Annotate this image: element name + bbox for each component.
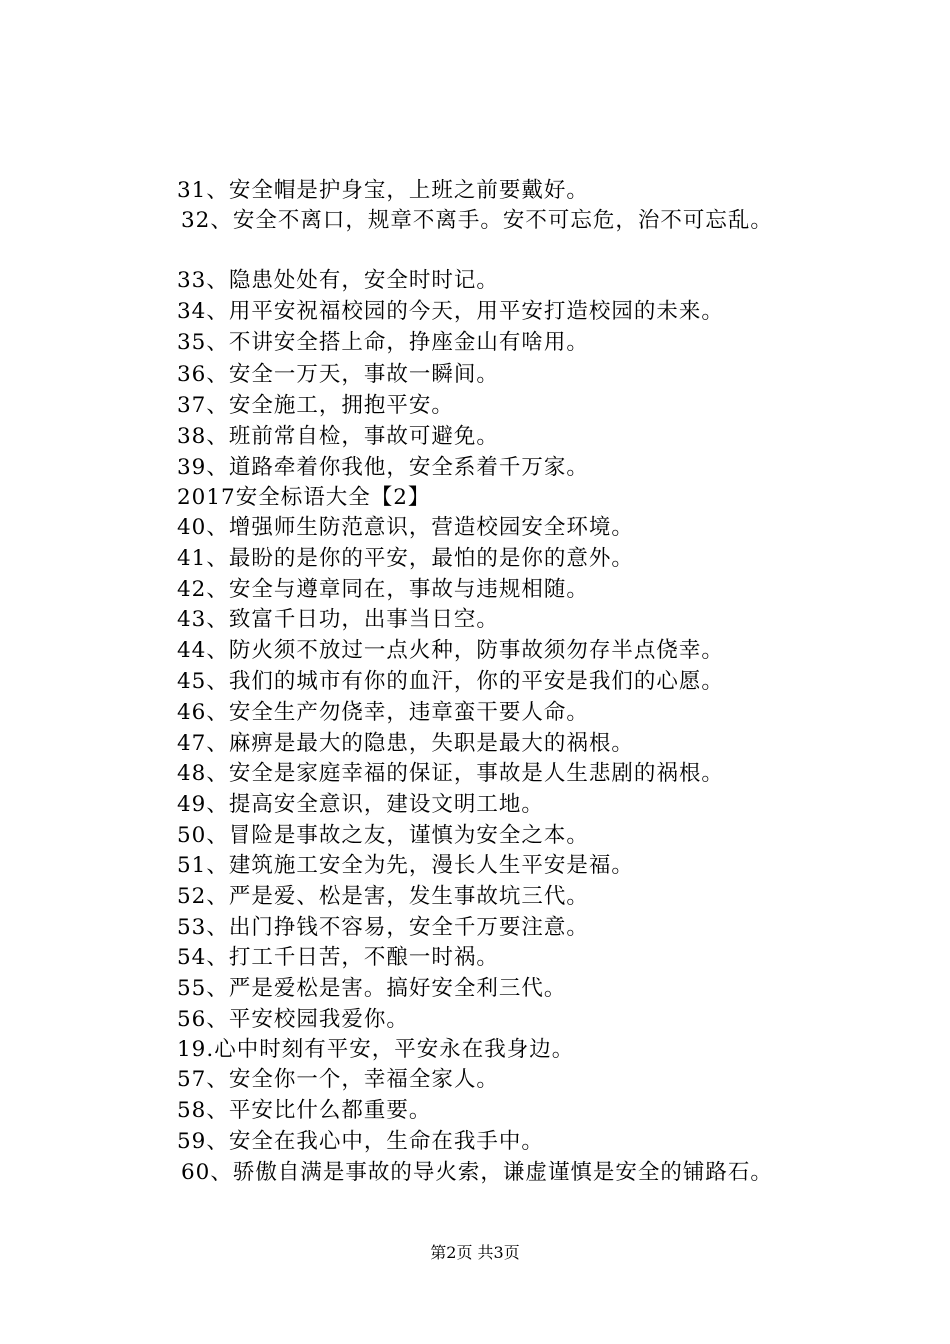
slogan-line-51: 51、建筑施工安全为先，漫长人生平安是福。 <box>177 853 634 878</box>
slogan-line-55: 55、严是爱松是害。搞好安全利三代。 <box>177 976 567 1001</box>
slogan-line-44: 44、防火须不放过一点火种，防事故须勿存半点侥幸。 <box>177 638 724 663</box>
slogan-line-59: 59、安全在我心中，生命在我手中。 <box>177 1129 544 1154</box>
slogan-line-36: 36、安全一万天，事故一瞬间。 <box>177 362 499 387</box>
section-heading: 2017安全标语大全【2】 <box>177 485 431 510</box>
slogan-line-53: 53、出门挣钱不容易，安全千万要注意。 <box>177 915 589 940</box>
slogan-line-42: 42、安全与遵章同在，事故与违规相随。 <box>177 577 589 602</box>
slogan-line-60: 60、骄傲自满是事故的导火索，谦虚谨慎是安全的铺路石。 <box>181 1160 773 1185</box>
slogan-line-54: 54、打工千日苦，不酿一时祸。 <box>177 945 499 970</box>
slogan-line-40: 40、增强师生防范意识，营造校园安全环境。 <box>177 515 634 540</box>
slogan-line-19: 19.心中时刻有平安，平安永在我身边。 <box>177 1037 575 1062</box>
page-number-footer: 第2页 共3页 <box>430 1243 520 1262</box>
slogan-line-34: 34、用平安祝福校园的今天，用平安打造校园的未来。 <box>177 299 724 324</box>
slogan-line-49: 49、提高安全意识，建设文明工地。 <box>177 792 544 817</box>
slogan-line-33: 33、隐患处处有，安全时时记。 <box>177 268 499 293</box>
slogan-line-48: 48、安全是家庭幸福的保证，事故是人生悲剧的祸根。 <box>177 761 724 786</box>
slogan-line-43: 43、致富千日功，出事当日空。 <box>177 607 499 632</box>
slogan-line-35: 35、不讲安全搭上命，挣座金山有啥用。 <box>177 330 589 355</box>
slogan-line-38: 38、班前常自检，事故可避免。 <box>177 424 499 449</box>
slogan-line-41: 41、最盼的是你的平安，最怕的是你的意外。 <box>177 546 634 571</box>
slogan-line-50: 50、冒险是事故之友，谨慎为安全之本。 <box>177 823 589 848</box>
slogan-line-46: 46、安全生产勿侥幸，违章蛮干要人命。 <box>177 700 589 725</box>
slogan-line-45: 45、我们的城市有你的血汗，你的平安是我们的心愿。 <box>177 669 724 694</box>
slogan-line-56: 56、平安校园我爱你。 <box>177 1007 409 1032</box>
slogan-line-47: 47、麻痹是最大的隐患，失职是最大的祸根。 <box>177 731 634 756</box>
slogan-line-31: 31、安全帽是护身宝，上班之前要戴好。 <box>177 178 589 203</box>
slogan-line-37: 37、安全施工，拥抱平安。 <box>177 393 454 418</box>
slogan-line-32: 32、安全不离口，规章不离手。安不可忘危，治不可忘乱。 <box>181 208 773 233</box>
slogan-line-39: 39、道路牵着你我他，安全系着千万家。 <box>177 455 589 480</box>
slogan-line-58: 58、平安比什么都重要。 <box>177 1098 432 1123</box>
slogan-line-57: 57、安全你一个，幸福全家人。 <box>177 1067 499 1092</box>
slogan-line-52: 52、严是爱、松是害，发生事故坑三代。 <box>177 884 589 909</box>
